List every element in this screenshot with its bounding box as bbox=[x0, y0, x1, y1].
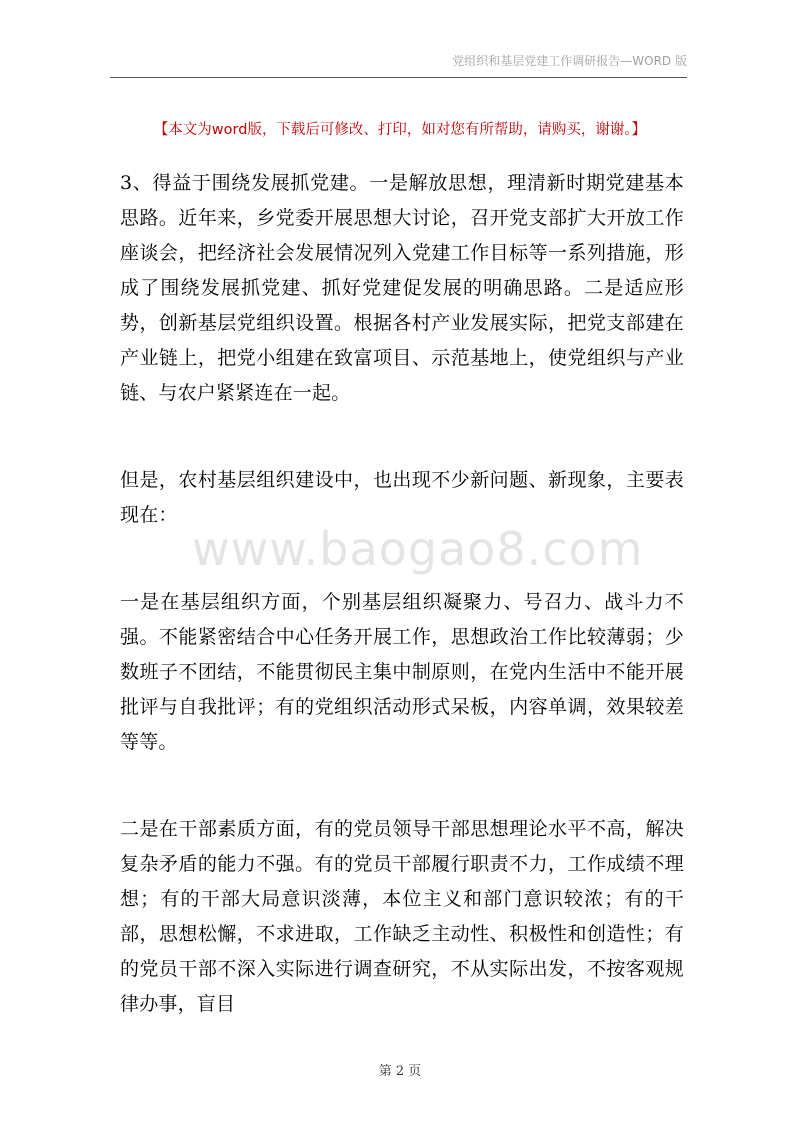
watermark: www.baogao8.com bbox=[192, 522, 644, 576]
paragraph-problems-intro: 但是，农村基层组织建设中，也出现不少新问题、新现象，主要表现在： bbox=[120, 469, 684, 526]
document-title: 党组织和基层党建工作调研报告—WORD 版 bbox=[452, 54, 687, 68]
document-body bbox=[120, 166, 684, 1022]
paragraph-organization-issues: 一是在基层组织方面，个别基层组织凝聚力、号召力、战斗力不强。不能紧密结合中心任务开展工作，思想政治工作比较薄弱；少数班子不团结，不能贯彻民主集中制原则，在党内生活中不能开展批评与自我批评；有的党组织活动形式呆板，内容单调，效果较差等等。 bbox=[120, 591, 684, 753]
paragraph-development: 3、得益于围绕发展抓党建。一是解放思想，理清新时期党建基本思路。近年来，乡党委开展思想大讨论，召开党支部扩大开放工作座谈会，把经济社会发展情况列入党建工作目标等一系列措施，形成了围绕发展抓党建、抓好党建促发展的明确思路。二是适应形势，创新基层党组织设置。根据各村产业发展实际，把党支部建在产业链上，把党小组建在致富项目、示范基地上，使党组织与产业链、与农户紧紧连在一起。 bbox=[120, 172, 684, 404]
page-header bbox=[110, 52, 687, 78]
download-notice: 【本文为word版，下载后可修改、打印，如对您有所帮助，请购买，谢谢。】 bbox=[153, 122, 647, 138]
page-number: 第 2 页 bbox=[378, 1064, 422, 1079]
paragraph-cadre-quality: 二是在干部素质方面，有的党员领导干部思想理论水平不高，解决复杂矛盾的能力不强。有的党员干部履行职责不力，工作成绩不理想；有的干部大局意识淡薄，本位主义和部门意识较浓；有的干部，思想松懈，不求进取，工作缺乏主动性、积极性和创造性；有的党员干部不深入实际进行调查研究，不从实际出发，不按客观规律办事，盲目 bbox=[120, 818, 684, 1015]
